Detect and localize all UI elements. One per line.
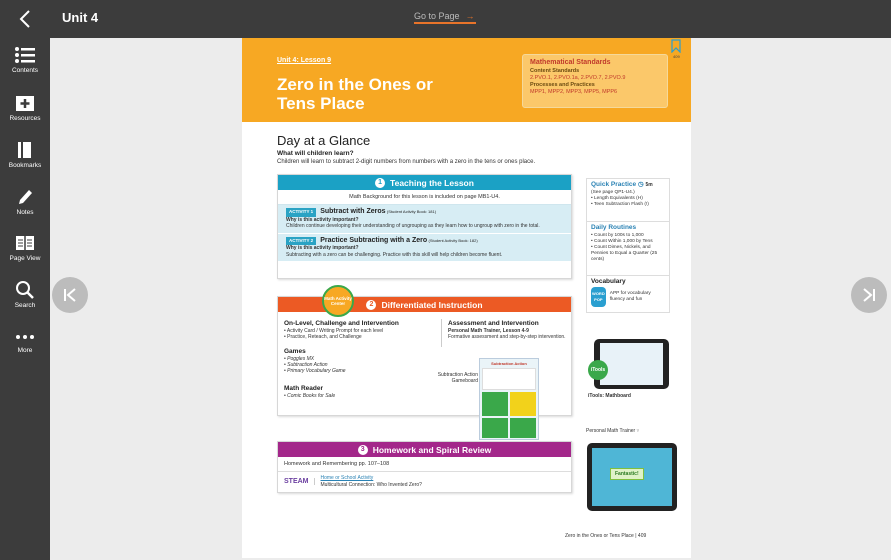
teaching-card bbox=[277, 174, 572, 279]
section-number: 2 bbox=[366, 300, 376, 310]
page-view-icon bbox=[15, 234, 35, 252]
page-number-top: 409 bbox=[673, 54, 680, 59]
activity-why: Why is this activity important? bbox=[286, 245, 359, 251]
pencil-icon bbox=[15, 188, 35, 206]
fantastic-toast: Fantastic! bbox=[610, 468, 644, 480]
sidebar-item-label: Contents bbox=[11, 67, 39, 74]
activity-why: Why is this activity important? bbox=[286, 216, 359, 223]
lesson-title: Zero in the Ones or Tens Place bbox=[277, 75, 433, 113]
pmt-screen bbox=[592, 448, 672, 506]
content-standards[interactable]: 2.PVO.1, 2.PVO.1a, 2.PVO.7, 2.PVO.9 bbox=[530, 75, 626, 81]
itools-caption: iTools: Mathboard bbox=[588, 393, 631, 399]
chevron-left-icon bbox=[18, 10, 32, 28]
lesson-header bbox=[242, 38, 691, 122]
teaching-title: Teaching the Lesson bbox=[390, 177, 474, 188]
learn-answer: Children will learn to subtract 2-digit numbers from numbers with a zero in the tens or ones place. bbox=[277, 159, 536, 165]
page-footer: Zero in the Ones or Tens Place | 409 bbox=[565, 533, 647, 539]
standards-heading: Mathematical Standards bbox=[530, 59, 611, 66]
learn-question: What will children learn? bbox=[277, 150, 354, 157]
routine-item: • Count by 100s to 1,000 bbox=[591, 233, 644, 238]
section-number: 3 bbox=[358, 445, 368, 455]
math-reader-block[interactable] bbox=[284, 386, 404, 399]
activity-badge: ACTIVITY 2 bbox=[286, 237, 316, 246]
game-item: • Primary Vocabulary Game bbox=[284, 368, 346, 374]
search-icon bbox=[15, 281, 35, 299]
on-level-block[interactable] bbox=[284, 321, 434, 340]
chevron-down-icon: ▿ bbox=[636, 428, 640, 434]
book-icon bbox=[15, 141, 35, 159]
previous-page-button[interactable] bbox=[52, 277, 88, 313]
back-button[interactable] bbox=[0, 0, 50, 38]
gameboard-label: Subtraction Action Gameboard bbox=[437, 372, 478, 384]
more-dots-icon bbox=[15, 330, 35, 344]
last-page-icon bbox=[861, 287, 877, 303]
activity-title: Practice Subtracting with a Zero bbox=[320, 236, 428, 244]
day-at-glance-heading: Day at a Glance bbox=[277, 133, 371, 148]
next-page-button[interactable] bbox=[851, 277, 887, 313]
routine-item: • Count Dimes, Nickels, and Pennies to Equal a Quarter (25 cents) bbox=[591, 245, 658, 262]
word-pop-app-icon[interactable]: WORD POP bbox=[591, 287, 606, 307]
game-item: • Subtraction Action bbox=[284, 362, 328, 368]
on-level-title: On-Level, Challenge and Intervention bbox=[284, 320, 399, 327]
sidebar-item-label: Resources bbox=[9, 115, 41, 122]
sidebar-item-contents[interactable] bbox=[0, 46, 50, 74]
on-level-item: • Practice, Reteach, and Challenge bbox=[284, 334, 362, 340]
activity-badge: ACTIVITY 1 bbox=[286, 208, 316, 217]
homework-title: Homework and Spiral Review bbox=[372, 444, 492, 455]
itools-logo: iTools bbox=[588, 360, 608, 380]
activity-ref: (Student Activity Book: 182) bbox=[428, 237, 478, 243]
go-to-page-button[interactable] bbox=[414, 11, 475, 21]
activity-title: Subtract with Zeros bbox=[320, 208, 386, 215]
sidebar-item-label: More bbox=[17, 347, 33, 354]
quick-practice-box[interactable] bbox=[586, 178, 670, 224]
sidebar-item-bookmarks[interactable] bbox=[0, 141, 50, 169]
content-standards-label: Content Standards bbox=[530, 68, 580, 74]
activity-ref: (Student Activity Book: 181) bbox=[386, 209, 437, 214]
sidebar-item-resources[interactable] bbox=[0, 94, 50, 122]
vocabulary-box[interactable] bbox=[586, 275, 670, 313]
section-number: 1 bbox=[375, 178, 385, 188]
routine-item: • Count Within 1,000 by Tens bbox=[591, 239, 653, 244]
math-background: Math Background for this lesson is included on page MB1-U4. bbox=[278, 190, 571, 205]
first-page-icon bbox=[62, 287, 78, 303]
unit-title: Unit 4 bbox=[62, 10, 99, 25]
activity-text: Subtracting with a zero can be challenging. Practice with this skill will help children become fluent. bbox=[286, 251, 503, 258]
assessment-block[interactable] bbox=[448, 321, 566, 340]
quick-practice-title: Quick Practice ◷ 5m bbox=[591, 181, 653, 188]
lesson-label[interactable]: Unit 4: Lesson 9 bbox=[277, 57, 332, 64]
steam-logo: STEAM bbox=[284, 478, 315, 485]
gameboard-grid bbox=[482, 368, 536, 390]
sidebar-item-more[interactable] bbox=[0, 330, 50, 354]
itools-screen bbox=[600, 343, 663, 385]
go-to-page-underline bbox=[414, 22, 476, 24]
bookmark-icon[interactable] bbox=[671, 39, 681, 53]
game-item: • Poggles MX bbox=[284, 356, 315, 362]
activity-2[interactable] bbox=[278, 234, 571, 262]
reader-item: • Comic Books for Sale bbox=[284, 393, 336, 399]
home-school-activity-link[interactable]: Home or School Activity bbox=[320, 475, 374, 481]
teaching-header bbox=[278, 175, 571, 190]
homework-header bbox=[278, 442, 571, 457]
math-reader-title: Math Reader bbox=[284, 385, 324, 392]
differentiated-card bbox=[277, 296, 572, 416]
standards-box bbox=[522, 54, 668, 108]
sidebar-item-label: Bookmarks bbox=[8, 162, 42, 169]
vocabulary-app-text: APP for vocabulary fluency and fun bbox=[609, 291, 651, 302]
game-card-yellow bbox=[510, 392, 536, 416]
sidebar-item-page-view[interactable] bbox=[0, 234, 50, 262]
math-activity-center-badge: Math Activity Center bbox=[322, 285, 354, 317]
sidebar-item-search[interactable] bbox=[0, 281, 50, 309]
multicultural-connection: Multicultural Connection: Who Invented Zero? bbox=[320, 481, 422, 488]
game-card-green bbox=[482, 418, 508, 438]
activity-text: Children continue developing their understanding of ungrouping as they learn how to ungroup with zero in the total. bbox=[286, 223, 540, 229]
assessment-sub: Personal Math Trainer, Lesson 4-9 bbox=[448, 328, 529, 334]
homework-text[interactable]: Homework and Remembering pp. 107–108 bbox=[278, 457, 571, 472]
process-standards[interactable]: MPP1, MPP2, MPP3, MPP5, MPP6 bbox=[530, 89, 618, 95]
book-page bbox=[242, 38, 691, 558]
on-level-item: • Activity Card / Writing Prompt for each level bbox=[284, 328, 384, 334]
sidebar bbox=[0, 38, 50, 560]
pmt-tablet[interactable] bbox=[587, 443, 677, 511]
gameboard-thumbnail[interactable] bbox=[479, 358, 539, 440]
activity-1[interactable] bbox=[278, 205, 571, 234]
game-card-green bbox=[482, 392, 508, 416]
differentiated-title: Differentiated Instruction bbox=[381, 299, 483, 310]
activities bbox=[278, 205, 571, 261]
list-icon bbox=[15, 46, 35, 64]
pmt-caption[interactable]: Personal Math Trainer ▿ bbox=[586, 428, 640, 434]
daily-routines-title: Daily Routines bbox=[591, 224, 637, 231]
homework-card bbox=[277, 441, 572, 493]
assessment-title: Assessment and Intervention bbox=[448, 320, 539, 327]
sidebar-item-label: Search bbox=[14, 302, 36, 309]
daily-routines-box[interactable] bbox=[586, 221, 670, 278]
divider bbox=[441, 319, 442, 347]
top-bar bbox=[0, 0, 891, 38]
assessment-text: Formative assessment and step-by-step intervention. bbox=[448, 334, 566, 340]
quick-practice-see: (See page QP1-U4.) bbox=[591, 190, 635, 195]
sidebar-item-label: Notes bbox=[16, 209, 34, 216]
quick-practice-item: • Length Equivalents (H) bbox=[591, 196, 643, 201]
game-card-green bbox=[510, 418, 536, 438]
games-block[interactable] bbox=[284, 349, 404, 374]
games-title: Games bbox=[284, 348, 306, 355]
vocabulary-title: Vocabulary bbox=[591, 278, 626, 285]
clock-icon: ◷ bbox=[637, 181, 644, 188]
arrow-right-icon: → bbox=[465, 11, 475, 21]
sidebar-item-notes[interactable] bbox=[0, 188, 50, 216]
process-label: Processes and Practices bbox=[530, 82, 595, 88]
go-to-page-label: Go to Page bbox=[414, 11, 460, 21]
gameboard-title: Subtraction Action bbox=[491, 361, 527, 366]
sidebar-item-label: Page View bbox=[9, 255, 41, 262]
plus-box-icon bbox=[15, 94, 35, 112]
quick-practice-item: • Teen Subtraction Flash (!) bbox=[591, 202, 649, 207]
